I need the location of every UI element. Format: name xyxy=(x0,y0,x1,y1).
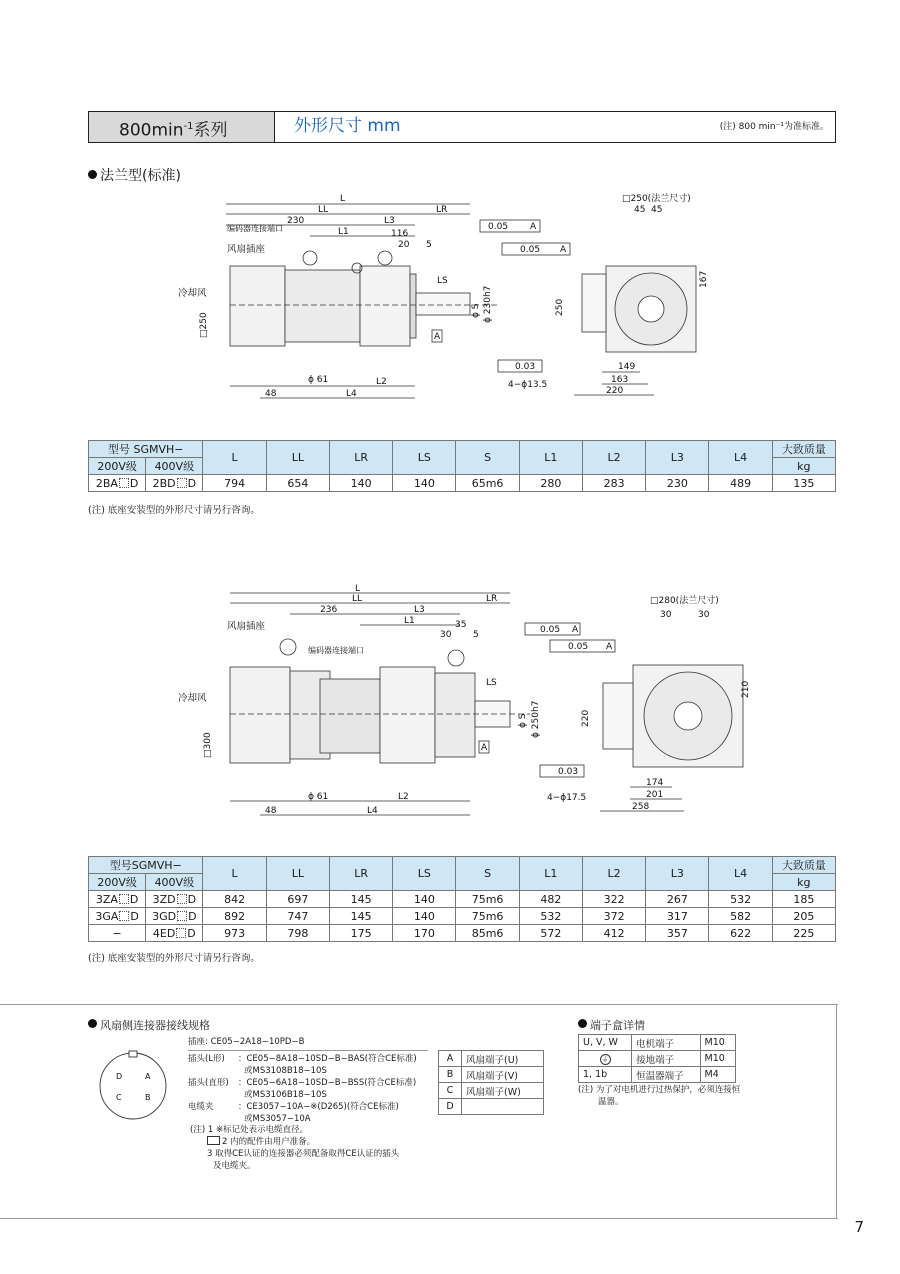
svg-text:ϕ 230h7: ϕ 230h7 xyxy=(483,285,493,323)
divider xyxy=(0,1004,838,1005)
svg-text:A: A xyxy=(606,642,613,652)
list-item: 或MS3108B18−10S xyxy=(244,1066,327,1076)
svg-text:220: 220 xyxy=(581,709,591,727)
spec-table-2: 型号SGMVH− L LL LR LS S L1 L2 L3 L4 大致质量 200V级 400V级 kg 3ZA D 3ZD D 842 697 145 140 75m6 482 322 267 532 185 3GA D 3GD D 892 747 145 140 75m6 532 372 317 582 205 − 4ED D 973 798 175 170 85m6 572 412 357 622 225 xyxy=(88,856,836,942)
svg-text:ϕ 250h7: ϕ 250h7 xyxy=(531,700,541,738)
flange-drawing-1 xyxy=(170,188,730,403)
svg-text:L1: L1 xyxy=(338,227,349,237)
svg-text:□250: □250 xyxy=(199,312,209,338)
connector-specs xyxy=(188,1036,428,1125)
table-row: C 风扇端子(W) xyxy=(439,1083,544,1099)
svg-text:48: 48 xyxy=(265,806,277,816)
dim-L: L xyxy=(340,194,346,204)
table-row: A 风扇端子(U) xyxy=(439,1051,544,1067)
table-row: − 4ED D 973 798 175 170 85m6 572 412 357 622 225 xyxy=(89,925,836,942)
section-title: 外形尺寸 mm xyxy=(294,116,401,136)
table-row: 1, 1b 恒温器端子 M4 xyxy=(579,1067,736,1083)
svg-text:210: 210 xyxy=(741,680,751,698)
svg-text:L4: L4 xyxy=(367,806,378,816)
list-item: 或MS3057−10A xyxy=(244,1114,311,1124)
svg-text:250: 250 xyxy=(555,298,565,316)
svg-text:0.03: 0.03 xyxy=(558,767,579,777)
svg-text:C: C xyxy=(116,1093,122,1102)
svg-text:30: 30 xyxy=(698,610,710,620)
svg-text:LR: LR xyxy=(436,205,448,215)
svg-text:L1: L1 xyxy=(404,616,415,626)
svg-text:ϕ S: ϕ S xyxy=(518,713,528,728)
mass-header: 大致质量 xyxy=(772,857,835,874)
divider xyxy=(836,1004,837,1219)
list-item: 电缆夹 ：CE3057−10A−※(D265)(符合CE标准) xyxy=(188,1102,399,1112)
svg-text:48: 48 xyxy=(265,389,277,399)
page-number: 7 xyxy=(854,1218,864,1236)
connector-pin-diagram xyxy=(88,1048,178,1128)
list-item: 或MS3106B18−10S xyxy=(244,1090,327,1100)
table-row: 2BA D 2BD D 794 654 140 140 65m6 280 283 230 489 135 xyxy=(89,475,836,492)
svg-text:236: 236 xyxy=(320,605,338,615)
divider xyxy=(0,1218,838,1219)
list-item: 插头(直形) ：CE05−6A18−10SD−B−BSS(符合CE标准) xyxy=(188,1078,417,1088)
svg-text:35: 35 xyxy=(455,620,467,630)
fan-connector-title: 风扇侧连接器接线规格 xyxy=(88,1017,210,1033)
svg-text:20: 20 xyxy=(398,240,410,250)
model-header: 型号 SGMVH− xyxy=(89,441,203,458)
svg-text:0.05: 0.05 xyxy=(488,222,509,232)
svg-text:5: 5 xyxy=(426,240,432,250)
header-note: (注) 800 min⁻¹为准标准。 xyxy=(719,122,829,132)
svg-text:0.03: 0.03 xyxy=(515,362,536,372)
svg-text:D: D xyxy=(116,1072,123,1081)
svg-text:风扇插座: 风扇插座 xyxy=(227,621,266,632)
svg-text:L2: L2 xyxy=(398,792,409,802)
svg-text:LL: LL xyxy=(318,205,329,215)
svg-text:LR: LR xyxy=(486,594,498,604)
svg-text:编码器连接端口: 编码器连接端口 xyxy=(308,646,364,655)
bullet-icon xyxy=(88,1019,97,1028)
svg-text:LS: LS xyxy=(437,276,448,286)
table-row: U, V, W 电机端子 M10 xyxy=(579,1035,736,1051)
svg-text:L3: L3 xyxy=(414,605,425,615)
list-item: 插头(L形) ：CE05−8A18−10SD−B−BAS(符合CE标准) xyxy=(188,1050,428,1065)
svg-text:编码器连接端口: 编码器连接端口 xyxy=(227,224,283,233)
table-row: B 风扇端子(V) xyxy=(439,1067,544,1083)
svg-text:163: 163 xyxy=(611,375,629,385)
bullet-icon xyxy=(88,170,97,179)
terminal-box-title: 端子盒详情 xyxy=(578,1017,645,1033)
svg-text:0.05: 0.05 xyxy=(568,642,589,652)
page-header xyxy=(88,111,836,143)
svg-text:□300: □300 xyxy=(203,732,213,758)
svg-text:258: 258 xyxy=(632,802,650,812)
svg-text:A: A xyxy=(434,332,441,342)
svg-text:A: A xyxy=(481,743,488,753)
svg-text:ϕ S: ϕ S xyxy=(471,303,481,318)
svg-text:冷却风: 冷却风 xyxy=(178,693,207,704)
svg-text:116: 116 xyxy=(391,229,409,239)
svg-text:ϕ 61: ϕ 61 xyxy=(308,792,329,802)
svg-text:□250(法兰尺寸): □250(法兰尺寸) xyxy=(622,194,691,204)
terminal-notes: (注) 为了对电机进行过热保护，必须连接恒 温器。 xyxy=(578,1085,741,1107)
svg-text:220: 220 xyxy=(606,386,624,396)
svg-text:174: 174 xyxy=(646,778,664,788)
table-note-1: (注) 底座安装型的外形尺寸请另行咨询。 xyxy=(88,505,260,516)
bullet-icon xyxy=(578,1019,587,1028)
svg-text:L: L xyxy=(355,584,361,594)
svg-text:167: 167 xyxy=(699,270,709,288)
table-note-2: (注) 底座安装型的外形尺寸请另行咨询。 xyxy=(88,953,260,964)
svg-text:LL: LL xyxy=(352,594,363,604)
mass-header: 大致质量 xyxy=(772,441,835,458)
terminal-table xyxy=(578,1034,736,1083)
section1-title: 法兰型(标准) xyxy=(88,165,181,185)
svg-text:L2: L2 xyxy=(376,377,387,387)
svg-text:L3: L3 xyxy=(384,216,395,226)
table-row: 3GA D 3GD D 892 747 145 140 75m6 532 372 317 582 205 xyxy=(89,908,836,925)
svg-text:A: A xyxy=(572,625,579,635)
svg-text:风扇插座: 风扇插座 xyxy=(227,244,266,255)
svg-text:149: 149 xyxy=(618,362,636,372)
connector-notes: (注) 1 ※标记处表示电缆直径。 2 内的配件由用户准备。 3 取得CE认证的连接器必须配备取得CE认证的插头 及电缆夹。 xyxy=(190,1125,400,1171)
pin-table xyxy=(438,1050,544,1115)
svg-text:L4: L4 xyxy=(346,389,357,399)
svg-text:ϕ 61: ϕ 61 xyxy=(308,375,329,385)
svg-text:□280(法兰尺寸): □280(法兰尺寸) xyxy=(650,596,719,606)
flange-drawing-2 xyxy=(170,583,760,818)
svg-text:B: B xyxy=(145,1093,151,1102)
svg-text:201: 201 xyxy=(646,790,664,800)
svg-text:45: 45 xyxy=(651,205,663,215)
svg-text:45: 45 xyxy=(634,205,646,215)
svg-text:4−ϕ17.5: 4−ϕ17.5 xyxy=(547,793,587,803)
svg-text:5: 5 xyxy=(473,630,479,640)
list-item: 插座: CE05−2A18−10PD−B xyxy=(188,1037,305,1047)
svg-text:冷却风: 冷却风 xyxy=(178,288,207,299)
model-header: 型号SGMVH− xyxy=(89,857,203,874)
table-row: ⏚ 接地端子 M10 xyxy=(579,1051,736,1067)
table-row: 3ZA D 3ZD D 842 697 145 140 75m6 482 322 267 532 185 xyxy=(89,891,836,908)
ground-icon: ⏚ xyxy=(601,1054,609,1063)
svg-text:0.05: 0.05 xyxy=(540,625,561,635)
user-supplied-box-icon xyxy=(207,1136,220,1145)
svg-text:A: A xyxy=(145,1072,151,1081)
svg-text:A: A xyxy=(530,222,537,232)
table-row: D xyxy=(439,1099,544,1115)
svg-text:30: 30 xyxy=(660,610,672,620)
spec-table-1: 型号 SGMVH− L LL LR LS S L1 L2 L3 L4 大致质量 200V级 400V级 kg 2BA D 2BD D 794 654 140 140 65m6 280 283 230 489 135 xyxy=(88,440,836,492)
svg-text:A: A xyxy=(560,245,567,255)
svg-text:LS: LS xyxy=(486,678,497,688)
svg-text:230: 230 xyxy=(287,216,305,226)
series-label: $800\min^{-1}$系列 xyxy=(89,112,275,142)
svg-text:30: 30 xyxy=(440,630,452,640)
svg-text:4−ϕ13.5: 4−ϕ13.5 xyxy=(508,380,548,390)
svg-text:0.05: 0.05 xyxy=(520,245,541,255)
